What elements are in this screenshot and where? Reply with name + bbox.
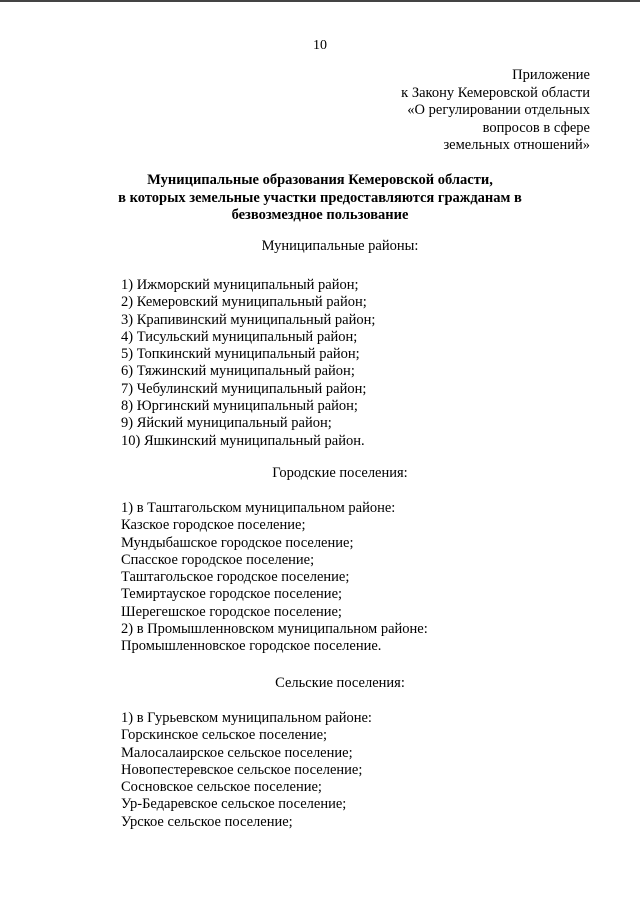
list-item: Шерегешское городское поселение; xyxy=(121,603,342,620)
appendix-line: Приложение xyxy=(512,67,590,83)
list-item: Сосновское сельское поселение; xyxy=(121,779,322,796)
appendix-line: «О регулировании отдельных xyxy=(407,102,590,119)
list-item: 9) Яйский муниципальный район; xyxy=(121,415,332,432)
list-item: 4) Тисульский муниципальный район; xyxy=(121,328,358,345)
urban-settlements-list xyxy=(121,500,428,656)
list-item: 7) Чебулинский муниципальный район; xyxy=(121,380,367,397)
list-item: 3) Крапивинский муниципальный район; xyxy=(121,311,376,328)
list-item: 1) в Таштагольском муниципальном районе: xyxy=(121,500,396,516)
list-item: 2) в Промышленновском муниципальном районе: xyxy=(121,621,428,638)
list-item: 1) в Гурьевском муниципальном районе: xyxy=(121,710,372,726)
list-item: Промышленновское городское поселение. xyxy=(121,638,382,655)
list-item: 6) Тяжинский муниципальный район; xyxy=(121,363,355,380)
appendix-line: земельных отношений» xyxy=(443,137,590,154)
appendix-line: вопросов в сфере xyxy=(482,119,590,136)
appendix-note xyxy=(401,67,590,155)
section-heading-urban: Городские поселения: xyxy=(272,465,408,481)
list-item: Спасское городское поселение; xyxy=(121,551,315,568)
title-line: безвозмездное пользование xyxy=(231,207,409,224)
list-item: Новопестеревское сельское поселение; xyxy=(121,761,363,778)
section-heading-districts: Муниципальные районы: xyxy=(261,238,419,254)
page-number: 10 xyxy=(313,38,327,53)
list-item: 1) Ижморский муниципальный район; xyxy=(121,277,359,293)
list-item: 10) Яшкинский муниципальный район. xyxy=(121,432,365,449)
list-item: Малосалаирское сельское поселение; xyxy=(121,744,353,761)
section-heading-rural: Сельские поселения: xyxy=(275,675,405,691)
list-item: Горскинское сельское поселение; xyxy=(121,727,328,744)
appendix-line: к Закону Кемеровской области xyxy=(401,84,590,101)
document-title xyxy=(0,172,640,225)
list-item: Ур-Бедаревское сельское поселение; xyxy=(121,796,347,813)
top-edge-rule xyxy=(0,0,640,2)
list-item: Темиртауское городское поселение; xyxy=(121,586,343,603)
list-item: Мундыбашское городское поселение; xyxy=(121,534,354,551)
list-item: Урское сельское поселение; xyxy=(121,813,293,830)
list-item: 5) Топкинский муниципальный район; xyxy=(121,346,360,363)
list-item: Казское городское поселение; xyxy=(121,517,306,534)
rural-settlements-list xyxy=(121,710,372,831)
title-line: в которых земельные участки предоставляются гражданам в xyxy=(118,189,522,206)
list-item: 8) Юргинский муниципальный район; xyxy=(121,398,358,415)
title-line: Муниципальные образования Кемеровской области, xyxy=(147,172,493,188)
districts-list xyxy=(121,277,375,450)
list-item: 2) Кемеровский муниципальный район; xyxy=(121,294,367,311)
list-item: Таштагольское городское поселение; xyxy=(121,569,350,586)
